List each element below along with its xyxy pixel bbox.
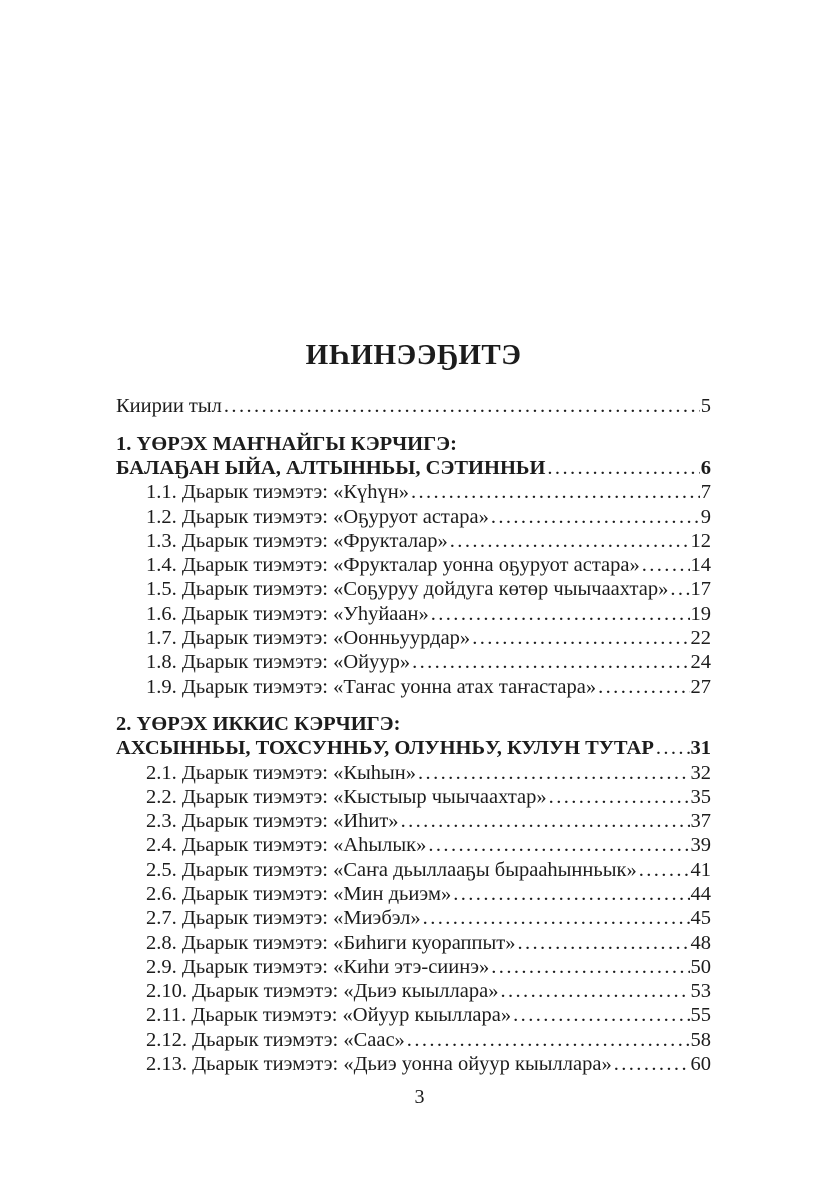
dot-leader (416, 761, 689, 785)
toc-entry-page-number: 45 (690, 907, 711, 930)
dot-leader (640, 553, 690, 577)
toc-entry (116, 785, 711, 809)
dot-leader (596, 675, 689, 699)
toc-entry (116, 1052, 711, 1076)
dot-leader (612, 1052, 690, 1076)
dot-leader (489, 955, 689, 979)
toc-entry-label: 2.8. Дьарык тиэмэтэ: «Биһиги куораппыт» (146, 931, 516, 954)
toc-entry-page-number: 32 (690, 761, 711, 784)
toc-entry-label: 2.10. Дьарык тиэмэтэ: «Дьиэ кыыллара» (146, 980, 499, 1003)
toc-entry (116, 809, 711, 833)
toc-entry-label: 1.3. Дьарык тиэмэтэ: «Фрукталар» (146, 529, 448, 552)
dot-leader (654, 736, 690, 760)
toc-entry (116, 505, 711, 529)
dot-leader (421, 906, 690, 930)
toc-entry (116, 529, 711, 553)
toc-entry (116, 1003, 711, 1027)
toc-entry-page-number: 50 (690, 955, 711, 978)
toc-entry (116, 456, 711, 480)
toc-entry (116, 602, 711, 626)
toc-entry-page-number: 37 (690, 810, 711, 833)
toc-entry (116, 906, 711, 930)
dot-leader (511, 1003, 689, 1027)
dot-leader (451, 882, 689, 906)
toc-entry (116, 553, 711, 577)
toc-entry (116, 833, 711, 857)
toc-entry-label: 1.8. Дьарык тиэмэтэ: «Ойуур» (146, 651, 411, 674)
toc-entry-label: 2.11. Дьарык тиэмэтэ: «Ойуур кыыллара» (146, 1004, 512, 1027)
toc-entry-label: 2.12. Дьарык тиэмэтэ: «Саас» (146, 1028, 405, 1051)
dot-leader (668, 577, 689, 601)
toc-entry (116, 979, 711, 1003)
toc-entry-label: Киирии тыл (116, 395, 222, 418)
toc-entry (116, 394, 711, 418)
toc-section (116, 712, 711, 761)
toc-entry-page-number: 19 (690, 602, 711, 625)
toc-entry-label: 2.9. Дьарык тиэмэтэ: «Киһи этэ-сиинэ» (146, 955, 490, 978)
dot-leader (426, 833, 689, 857)
toc-entry-page-number: 31 (690, 737, 711, 760)
toc-entry-page-number: 39 (690, 834, 711, 857)
dot-leader (405, 1028, 690, 1052)
footer-page-number: 3 (414, 1086, 425, 1108)
toc-entry-page-number: 7 (700, 481, 711, 504)
dot-leader (515, 931, 689, 955)
toc-entry (116, 761, 711, 785)
toc-entry-label: 1.2. Дьарык тиэмэтэ: «Оҕуруот астара» (146, 505, 489, 528)
toc-entry-label: 1.4. Дьарык тиэмэтэ: «Фрукталар уонна оҕуруот астара» (146, 554, 640, 577)
toc-entry-page-number: 44 (690, 882, 711, 905)
toc-entry-page-number: 9 (700, 505, 711, 528)
toc-entry-page-number: 58 (690, 1028, 711, 1051)
toc-entry-label: 2.2. Дьарык тиэмэтэ: «Кыстыыр чыычаахтар» (146, 785, 547, 808)
dot-leader (410, 650, 689, 674)
toc-entry-page-number: 5 (700, 395, 711, 418)
dot-leader (429, 602, 690, 626)
dot-leader (409, 480, 700, 504)
toc-entry-page-number: 48 (690, 931, 711, 954)
toc-entry-page-number: 55 (690, 1004, 711, 1027)
dot-leader (489, 505, 700, 529)
toc-entry (116, 1028, 711, 1052)
toc-entry (116, 955, 711, 979)
toc-entry-page-number: 27 (690, 675, 711, 698)
dot-leader (222, 394, 700, 418)
toc-entry-page-number: 12 (690, 529, 711, 552)
toc-entry-label: 2.13. Дьарык тиэмэтэ: «Дьиэ уонна ойуур кыыллара» (146, 1053, 612, 1076)
dot-leader (399, 809, 690, 833)
toc-entry-label: АХСЫННЬЫ, ТОХСУННЬУ, ОЛУННЬУ, КУЛУН ТУТАР (116, 737, 654, 760)
toc-section-title-line1: 2. ҮӨРЭХ ИККИС КЭРЧИГЭ: (116, 712, 401, 735)
toc-section (116, 432, 711, 481)
toc-entry (116, 480, 711, 504)
page-title: ИҺИНЭЭҔИТЭ (305, 339, 522, 371)
toc-entry (116, 931, 711, 955)
toc-entry (116, 736, 711, 760)
toc-entry-page-number: 22 (690, 627, 711, 650)
toc-entry-label: 1.9. Дьарык тиэмэтэ: «Таҥас уонна атах таҥастара» (146, 675, 597, 698)
toc-entry (116, 858, 711, 882)
toc-entry-page-number: 35 (690, 785, 711, 808)
toc-entry-label: 2.5. Дьарык тиэмэтэ: «Саҥа дьыллааҕы бырааһынньык» (146, 858, 637, 881)
dot-leader (545, 456, 699, 480)
toc-entry-label: 2.7. Дьарык тиэмэтэ: «Миэбэл» (146, 907, 421, 930)
toc-entry (116, 626, 711, 650)
dot-leader (637, 858, 690, 882)
toc-entry-label: 2.4. Дьарык тиэмэтэ: «Аһылык» (146, 834, 427, 857)
toc-entry (116, 675, 711, 699)
toc-entry-label: 1.1. Дьарык тиэмэтэ: «Күһүн» (146, 481, 409, 504)
toc-entry (116, 577, 711, 601)
toc-entry-label: 1.7. Дьарык тиэмэтэ: «Оонньуурдар» (146, 627, 471, 650)
dot-leader (470, 626, 689, 650)
toc-section-title-line1: 1. ҮӨРЭХ МАҤНАЙГЫ КЭРЧИГЭ: (116, 432, 457, 455)
dot-leader (498, 979, 689, 1003)
toc-entry-label: БАЛАҔАН ЫЙА, АЛТЫННЬЫ, СЭТИННЬИ (116, 456, 546, 479)
toc-entry-label: 2.6. Дьарык тиэмэтэ: «Мин дьиэм» (146, 882, 452, 905)
toc-entry (116, 882, 711, 906)
toc (116, 394, 711, 1076)
toc-entry-page-number: 6 (700, 456, 711, 479)
toc-entry-label: 1.6. Дьарык тиэмэтэ: «Уһуйаан» (146, 602, 429, 625)
toc-entry-label: 2.1. Дьарык тиэмэтэ: «Кыһын» (146, 761, 417, 784)
toc-entry-page-number: 24 (690, 651, 711, 674)
toc-entry-page-number: 14 (690, 554, 711, 577)
toc-entry-label: 2.3. Дьарык тиэмэтэ: «Иһит» (146, 810, 399, 833)
toc-entry (116, 650, 711, 674)
toc-entry-label: 1.5. Дьарык тиэмэтэ: «Соҕуруу дойдуга көтөр чыычаахтар» (146, 578, 669, 601)
dot-leader (547, 785, 690, 809)
dot-leader (448, 529, 690, 553)
toc-entry-page-number: 17 (690, 578, 711, 601)
toc-entry-page-number: 60 (690, 1053, 711, 1076)
toc-entry-page-number: 53 (690, 980, 711, 1003)
toc-entry-page-number: 41 (690, 858, 711, 881)
